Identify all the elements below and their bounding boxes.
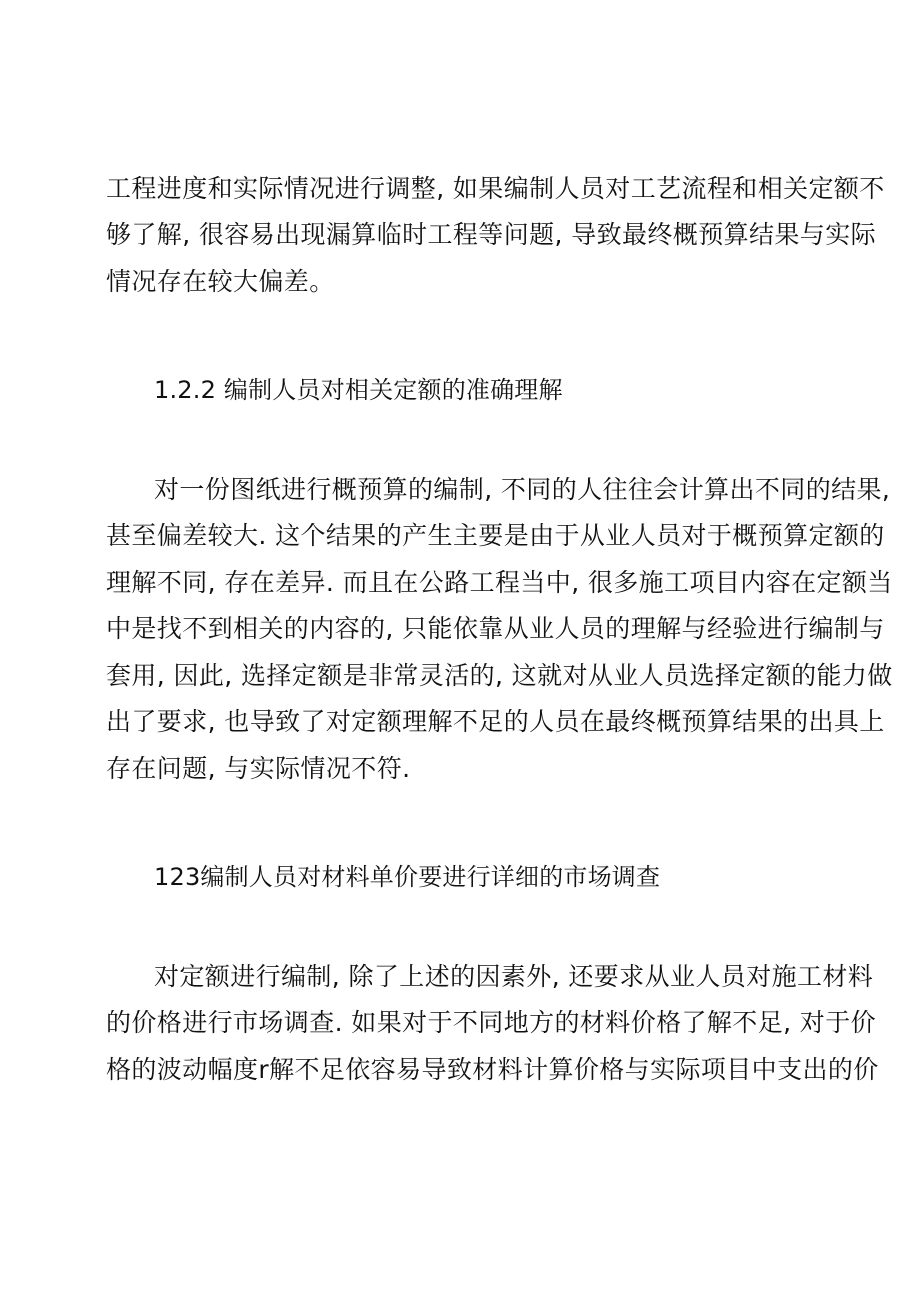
paragraph-line: 对一份图纸进行概预算的编制, 不同的人往往会计算出不同的结果, [154,475,891,504]
paragraph-line: 的价格进行市场调查. 如果对于不同地方的材料价格了解不足, 对于价 [106,1008,876,1037]
paragraph-line: 出了要求, 也导致了对定额理解不足的人员在最终概预算结果的出具上 [106,707,885,736]
paragraph-line: 中是找不到相关的内容的, 只能依靠从业人员的理解与经验进行编制与 [106,614,885,643]
paragraph-line: 套用, 因此, 选择定额是非常灵活的, 这就对从业人员选择定额的能力做 [106,661,893,690]
paragraph-line: 甚至偏差较大. 这个结果的产生主要是由于从业人员对于概预算定额的 [106,521,885,550]
section-heading: 1.2.2 编制人员对相关定额的准确理解 [154,376,563,404]
paragraph-line: 工程进度和实际情况进行调整, 如果编制人员对工艺流程和相关定额不 [106,174,885,203]
paragraph-line: 格的波动幅度r解不足依容易导致材料计算价格与实际项目中支出的价 [106,1055,879,1084]
paragraph-line: 理解不同, 存在差异. 而且在公路工程当中, 很多施工项目内容在定额当 [106,568,893,597]
paragraph-line: 情况存在较大偏差。 [106,267,335,296]
paragraph-line: 对定额进行编制, 除了上述的因素外, 还要求从业人员对施工材料 [154,962,874,991]
section-heading: 123编制人员对材料单价要进行详细的市场调查 [154,863,661,891]
paragraph-line: 够了解, 很容易出现漏算临时工程等问题, 导致最终概预算结果与实际 [106,220,876,249]
paragraph-line: 存在问题, 与实际情况不符. [106,754,411,783]
